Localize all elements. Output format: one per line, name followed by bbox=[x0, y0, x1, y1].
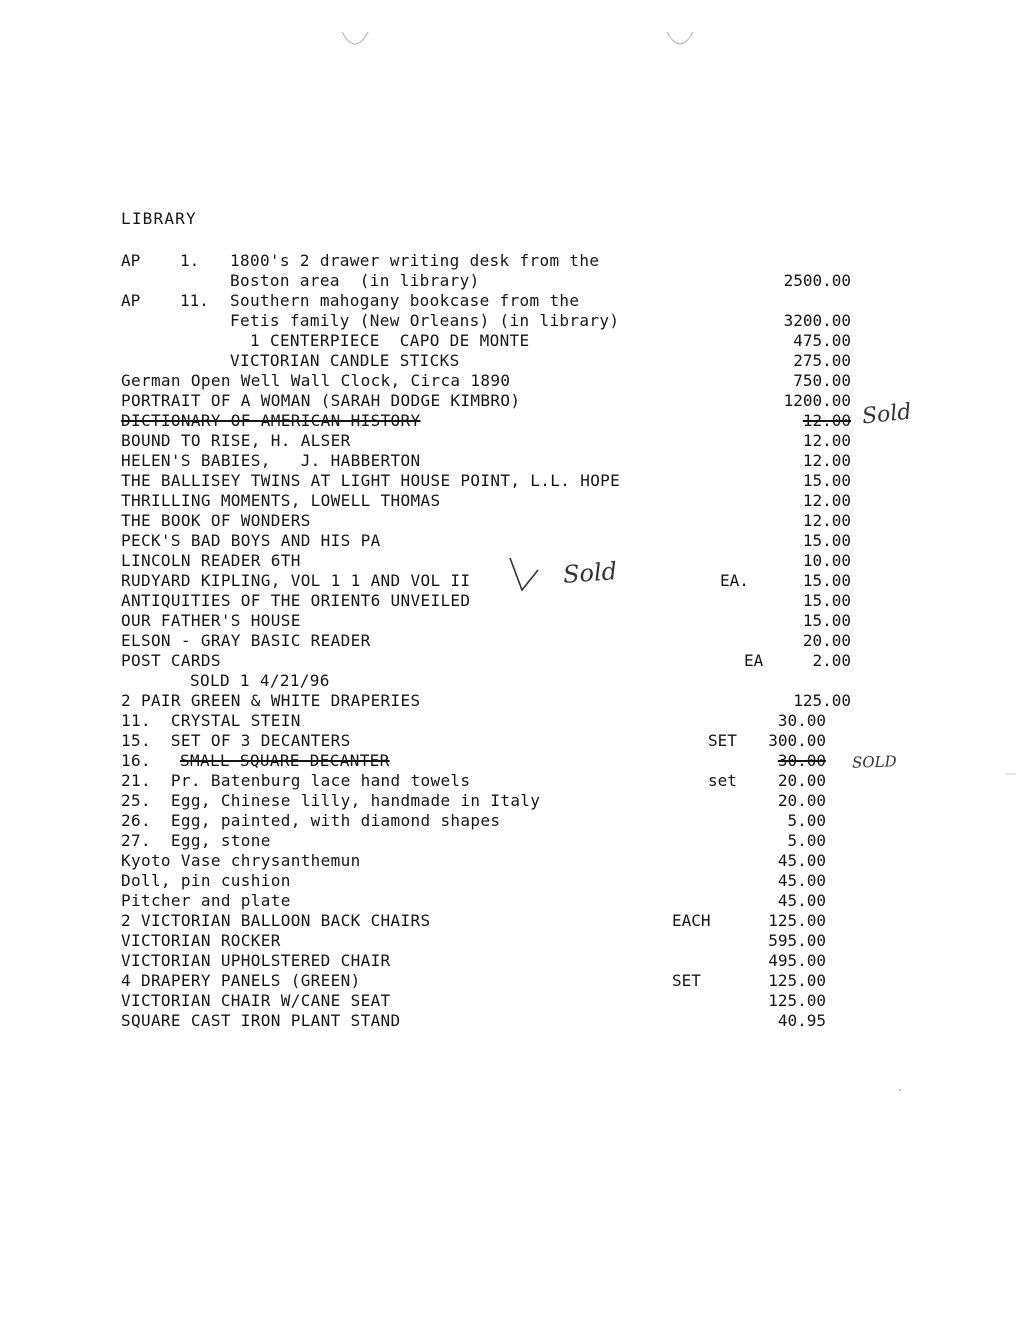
item-description: RUDYARD KIPLING, VOL 1 1 AND VOL II bbox=[121, 571, 471, 590]
item-description: 1 CENTERPIECE CAPO DE MONTE bbox=[250, 331, 530, 350]
item-description: 1800's 2 drawer writing desk from the bbox=[230, 251, 600, 270]
item-price: 125.00 bbox=[768, 971, 826, 990]
item-description: ELSON - GRAY BASIC READER bbox=[121, 631, 371, 650]
item-price: 12.00 bbox=[802, 491, 851, 510]
item-description: Doll, pin cushion bbox=[121, 871, 291, 890]
item-unit: set bbox=[708, 771, 737, 790]
item-price: 1200.00 bbox=[783, 391, 851, 410]
item-description: Southern mahogany bookcase from the bbox=[230, 291, 580, 310]
item-description: HELEN'S BABIES, J. HABBERTON bbox=[121, 451, 421, 470]
item-price: 12.00 bbox=[802, 451, 851, 470]
item-price: 5.00 bbox=[787, 831, 826, 850]
item-price: 30.00 bbox=[777, 711, 826, 730]
item-description: 27. Egg, stone bbox=[121, 831, 271, 850]
item-description: VICTORIAN CANDLE STICKS bbox=[230, 351, 460, 370]
item-price: 12.00 bbox=[802, 431, 851, 450]
item-price: 475.00 bbox=[793, 331, 851, 350]
item-description: ANTIQUITIES OF THE ORIENT6 UNVEILED bbox=[121, 591, 471, 610]
list-item bbox=[0, 851, 1020, 871]
item-price: 595.00 bbox=[768, 931, 826, 950]
list-item bbox=[0, 371, 1020, 391]
item-unit: EA bbox=[744, 651, 764, 670]
item-price: 15.00 bbox=[802, 571, 851, 590]
item-description: THRILLING MOMENTS, LOWELL THOMAS bbox=[121, 491, 441, 510]
list-item bbox=[0, 351, 1020, 371]
item-description: SMALL SQUARE DECANTER bbox=[180, 751, 390, 770]
list-item bbox=[0, 471, 1020, 491]
item-description: PORTRAIT OF A WOMAN (SARAH DODGE KIMBRO) bbox=[121, 391, 521, 410]
ap-mark: AP bbox=[121, 291, 141, 310]
item-description: 25. Egg, Chinese lilly, handmade in Italy bbox=[121, 791, 541, 810]
item-description: PECK'S BAD BOYS AND HIS PA bbox=[121, 531, 381, 550]
item-price: 12.00 bbox=[802, 411, 851, 430]
inventory-list bbox=[0, 251, 1020, 1031]
item-unit: EA. bbox=[720, 571, 749, 590]
section-title: LIBRARY bbox=[121, 209, 197, 228]
item-description: 15. SET OF 3 DECANTERS bbox=[121, 731, 351, 750]
item-description: German Open Well Wall Clock, Circa 1890 bbox=[121, 371, 511, 390]
item-price: 10.00 bbox=[802, 551, 851, 570]
item-description: VICTORIAN CHAIR W/CANE SEAT bbox=[121, 991, 391, 1010]
list-item bbox=[0, 531, 1020, 551]
item-price: 20.00 bbox=[802, 631, 851, 650]
item-unit: SET bbox=[672, 971, 701, 990]
list-item bbox=[0, 991, 1020, 1011]
item-price: 15.00 bbox=[802, 471, 851, 490]
item-description: VICTORIAN UPHOLSTERED CHAIR bbox=[121, 951, 391, 970]
item-description: OUR FATHER'S HOUSE bbox=[121, 611, 301, 630]
item-description: THE BALLISEY TWINS AT LIGHT HOUSE POINT, L.L. HOPE bbox=[121, 471, 621, 490]
item-price: 125.00 bbox=[793, 691, 851, 710]
handwritten-sold-note: Sold bbox=[562, 557, 618, 589]
item-description: THE BOOK OF WONDERS bbox=[121, 511, 311, 530]
scan-speck bbox=[1006, 772, 1016, 776]
item-price: 125.00 bbox=[768, 991, 826, 1010]
item-price: 750.00 bbox=[793, 371, 851, 390]
item-description: SQUARE CAST IRON PLANT STAND bbox=[121, 1011, 401, 1030]
item-number: 1. bbox=[180, 251, 200, 270]
list-item bbox=[0, 491, 1020, 511]
list-item bbox=[0, 451, 1020, 471]
item-description: VICTORIAN ROCKER bbox=[121, 931, 281, 950]
item-description: 26. Egg, painted, with diamond shapes bbox=[121, 811, 501, 830]
item-description: 2 PAIR GREEN & WHITE DRAPERIES bbox=[121, 691, 421, 710]
item-price: 12.00 bbox=[802, 511, 851, 530]
list-item bbox=[0, 891, 1020, 911]
item-price: 15.00 bbox=[802, 531, 851, 550]
item-number: 11. bbox=[180, 291, 209, 310]
list-item bbox=[0, 711, 1020, 731]
list-item bbox=[0, 691, 1020, 711]
list-item bbox=[0, 951, 1020, 971]
ap-mark: AP bbox=[121, 251, 141, 270]
item-price: 45.00 bbox=[777, 851, 826, 870]
item-description: Pitcher and plate bbox=[121, 891, 291, 910]
list-item bbox=[0, 671, 1020, 691]
list-item bbox=[0, 771, 1020, 791]
list-item bbox=[0, 651, 1020, 671]
item-description: 4 DRAPERY PANELS (GREEN) bbox=[121, 971, 361, 990]
list-item bbox=[0, 291, 1020, 311]
list-item bbox=[0, 791, 1020, 811]
item-description: SOLD 1 4/21/96 bbox=[190, 671, 330, 690]
item-price: 30.00 bbox=[777, 751, 826, 770]
item-description: 21. Pr. Batenburg lace hand towels bbox=[121, 771, 471, 790]
scan-speck bbox=[898, 1088, 902, 1092]
item-price: 15.00 bbox=[802, 591, 851, 610]
item-description: Kyoto Vase chrysanthemun bbox=[121, 851, 361, 870]
item-description: POST CARDS bbox=[121, 651, 221, 670]
item-unit: SET bbox=[708, 731, 737, 750]
list-item bbox=[0, 871, 1020, 891]
item-price: 45.00 bbox=[777, 871, 826, 890]
item-description: BOUND TO RISE, H. ALSER bbox=[121, 431, 351, 450]
item-price: 5.00 bbox=[787, 811, 826, 830]
item-price: 45.00 bbox=[777, 891, 826, 910]
list-item bbox=[0, 911, 1020, 931]
item-price: 495.00 bbox=[768, 951, 826, 970]
item-unit: EACH bbox=[672, 911, 711, 930]
list-item bbox=[0, 971, 1020, 991]
item-price: 2.00 bbox=[812, 651, 851, 670]
item-price: 2500.00 bbox=[783, 271, 851, 290]
list-item bbox=[0, 251, 1020, 271]
item-description: 11. CRYSTAL STEIN bbox=[121, 711, 301, 730]
item-description: LINCOLN READER 6TH bbox=[121, 551, 301, 570]
handwritten-sold-note: Sold bbox=[860, 399, 913, 430]
punch-hole-left bbox=[340, 30, 370, 50]
list-item bbox=[0, 431, 1020, 451]
item-description: 2 VICTORIAN BALLOON BACK CHAIRS bbox=[121, 911, 431, 930]
item-price: 15.00 bbox=[802, 611, 851, 630]
item-description: DICTIONARY OF AMERICAN HISTORY bbox=[121, 411, 421, 430]
list-item bbox=[0, 311, 1020, 331]
item-number: 16. bbox=[121, 751, 151, 770]
item-description: Boston area (in library) bbox=[230, 271, 480, 290]
handwritten-check-mark bbox=[508, 556, 548, 612]
item-price: 275.00 bbox=[793, 351, 851, 370]
list-item bbox=[0, 271, 1020, 291]
list-item bbox=[0, 331, 1020, 351]
item-price: 300.00 bbox=[768, 731, 826, 750]
list-item bbox=[0, 931, 1020, 951]
item-price: 40.95 bbox=[777, 1011, 826, 1030]
handwritten-sold-note: SOLD bbox=[851, 752, 897, 772]
punch-hole-right bbox=[665, 30, 695, 50]
item-price: 125.00 bbox=[768, 911, 826, 930]
list-item bbox=[0, 631, 1020, 651]
list-item bbox=[0, 511, 1020, 531]
item-price: 20.00 bbox=[777, 771, 826, 790]
list-item bbox=[0, 611, 1020, 631]
list-item bbox=[0, 831, 1020, 851]
list-item bbox=[0, 811, 1020, 831]
item-description: Fetis family (New Orleans) (in library) bbox=[230, 311, 620, 330]
list-item bbox=[0, 731, 1020, 751]
list-item bbox=[0, 1011, 1020, 1031]
item-price: 20.00 bbox=[777, 791, 826, 810]
item-price: 3200.00 bbox=[783, 311, 851, 330]
